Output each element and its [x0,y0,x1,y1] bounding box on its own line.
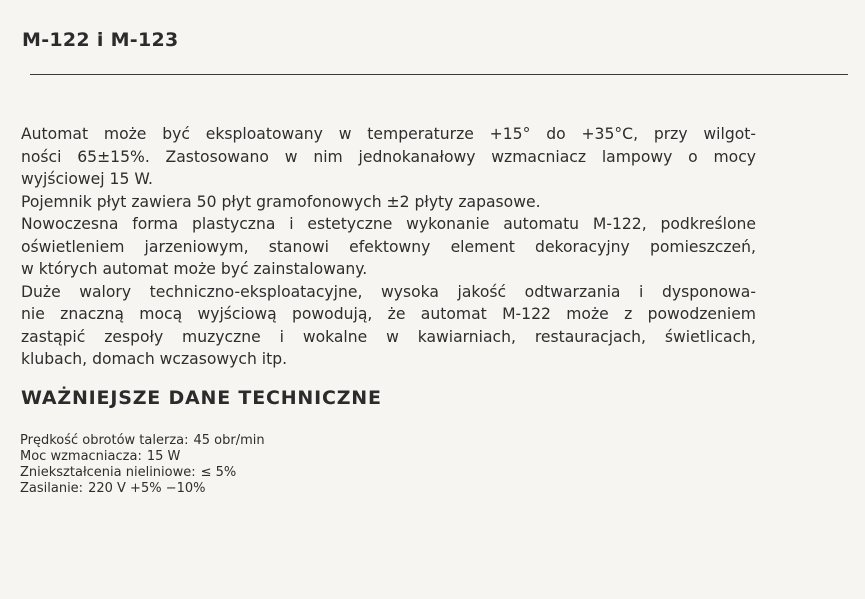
spec-value: 15 W [146,449,181,464]
spec-row [20,433,265,449]
text-line: klubach, domach wczasowych itp. [21,350,288,368]
text-line: Automat może być eksploatowany w temperaturze +15° do +35°C, przy wilgot- [21,125,756,143]
spec-label: Zniekształcenia nieliniowe: [20,465,196,480]
spec-list [20,433,265,497]
page-title: M-122 i M-123 [22,29,179,51]
paragraph-operating-conditions [21,123,756,191]
paragraph-record-capacity [21,191,756,214]
spec-label: Moc wzmacniacza: [20,449,142,464]
spec-row [20,449,265,465]
spec-value: ≤ 5% [200,465,237,480]
text-line: w których automat może być zainstalowany. [21,260,368,278]
text-line: wyjściowej 15 W. [21,170,153,188]
text-line: ności 65±15%. Zastosowano w nim jednokanałowy wzmacniacz lampowy o mocy [21,147,756,166]
spec-row [20,481,265,497]
spec-label: Prędkość obrotów talerza: [20,433,189,448]
text-line: oświetleniem jarzeniowym, stanowi efektowny element dekoracyjny pomieszczeń, [21,237,756,256]
text-line: nie znaczną mocą wyjściową powodują, że automat M-122 może z powodzeniem [21,305,756,323]
spec-label: Zasilanie: [20,481,84,496]
title-divider [30,74,848,75]
text-line: Duże walory techniczno-eksploatacyjne, wysoka jakość odtwarzania i dysponowa- [21,282,756,301]
spec-row [20,465,265,481]
body-text [21,123,756,371]
spec-value: 220 V +5% −10% [88,481,206,496]
spec-value: 45 obr/min [193,433,265,448]
text-line: Nowoczesna forma plastyczna i estetyczne wykonanie automatu M-122, podkreślone [21,215,756,233]
text-line: Pojemnik płyt zawiera 50 płyt gramofonowych ±2 płyty zapasowe. [21,192,541,211]
paragraph-design [21,213,756,281]
paragraph-advantages [21,281,756,371]
section-heading: WAŻNIEJSZE DANE TECHNICZNE [21,387,382,409]
text-line: zastąpić zespoły muzyczne i wokalne w kawiarniach, restauracjach, świetlicach, [21,327,756,346]
